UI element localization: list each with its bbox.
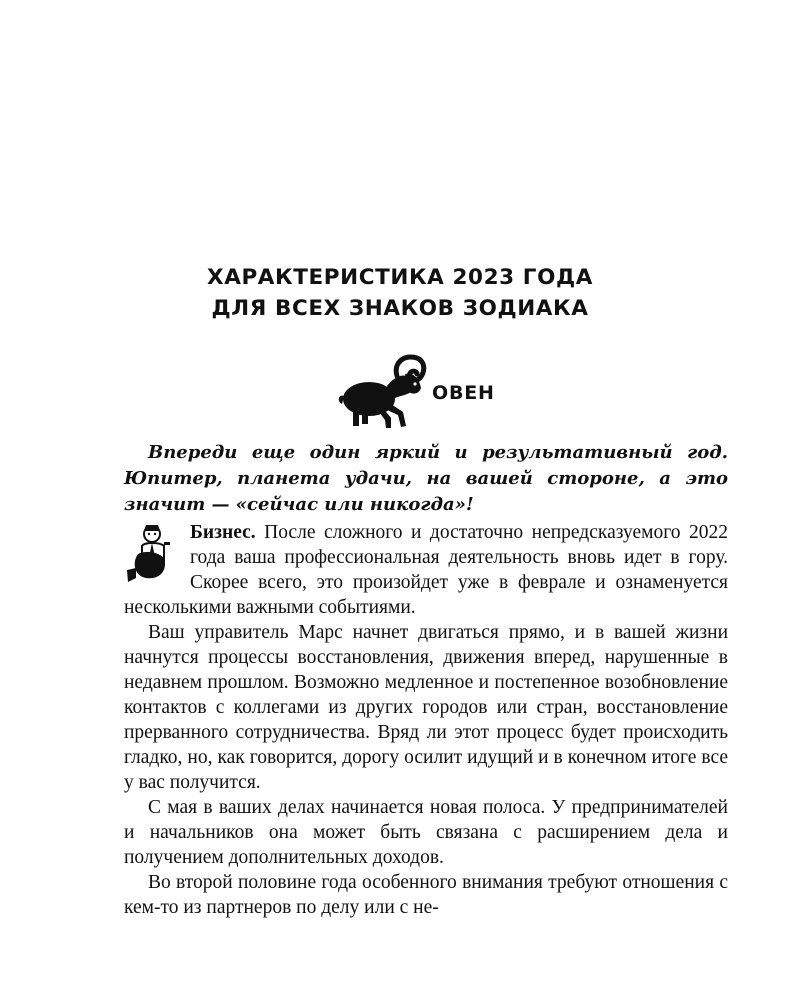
business-paragraph-1-text: После сложного и достаточно непредсказуемого 2022 года ваша профессиональная деятельность вновь идет в гору. Скорее всего, это произойдет уже в феврале и ознаменуется несколькими важными событиями. <box>124 522 728 618</box>
business-paragraph-3: С мая в ваших делах начинается новая полоса. У предпринимателей и начальников она может быть связана с расширением дела и получением дополнительных доходов. <box>124 797 728 868</box>
sign-name: ОВЕН <box>432 382 495 404</box>
intro-paragraph: Впереди еще один яркий и результативный год. Юпитер, планета удачи, на вашей стороне, а это значит — «сейчас или никогда»! <box>124 442 728 515</box>
ram-icon <box>335 352 427 432</box>
business-section <box>124 520 728 920</box>
chapter-title-line-1: ХАРАКТЕРИСТИКА 2023 ГОДА <box>207 265 593 290</box>
businessman-icon <box>124 522 182 584</box>
business-paragraph-2: Ваш управитель Марс начнет двигаться прямо, и в вашей жизни начнутся процессы восстановления, движения вперед, нарушенные в недавнем прошлом. Возможно медленное и постепенное возобновление контактов с коллегами из других городов или стран, восстановление прерванного сотрудничества. Вряд ли этот процесс будет происходить гладко, но, как говорится, дорогу осилит идущий и в конечном итоге все у вас получится. <box>124 622 728 793</box>
chapter-title <box>100 262 700 324</box>
chapter-title-line-2: ДЛЯ ВСЕХ ЗНАКОВ ЗОДИАКА <box>211 296 589 321</box>
business-lead-word: Бизнес. <box>190 522 256 543</box>
sign-header <box>335 352 555 432</box>
business-paragraph-4: Во второй половине года особенного внимания требуют отношения с кем-то из партнеров по делу или с не- <box>124 872 728 918</box>
business-paragraph-1 <box>124 520 728 620</box>
